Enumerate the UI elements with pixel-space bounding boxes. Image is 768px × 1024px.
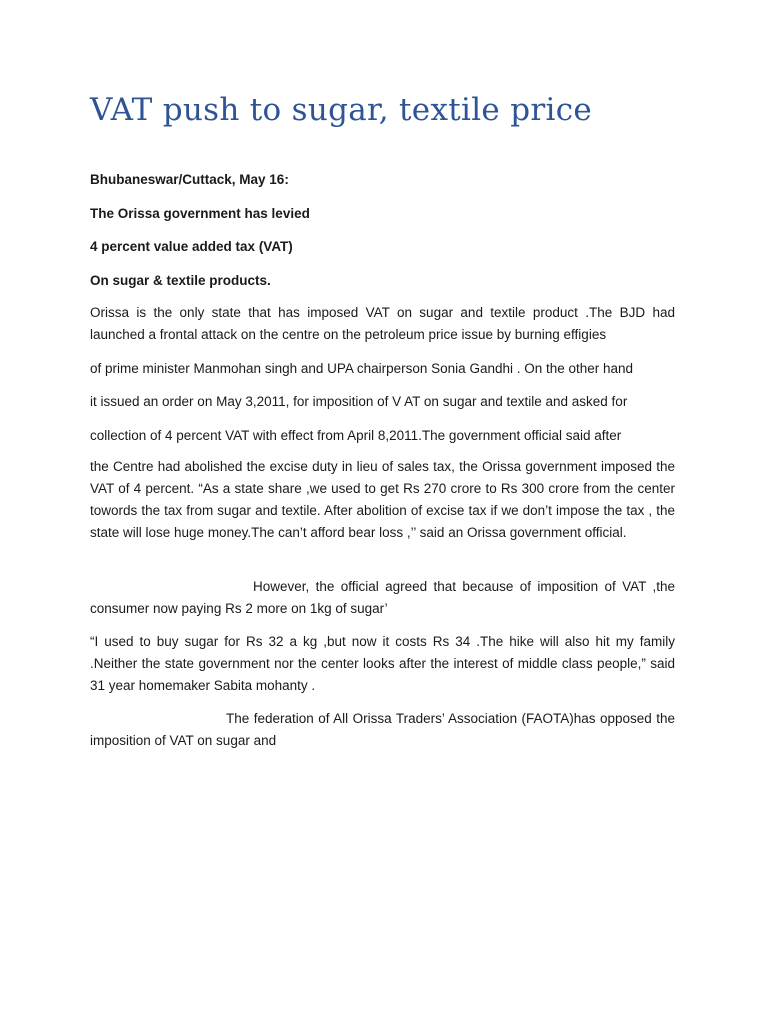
text-line-3: collection of 4 percent VAT with effect from April 8,2011.The government official said after: [90, 428, 622, 443]
paragraph-2: the Centre had abolished the excise duty in lieu of sales tax, the Orissa government imposed the VAT of 4 percent. “As a state share ,we used to get Rs 270 crore to Rs 300 crore from the center towords the tax from sugar and textile. After abolition of excise tax if we don’t impose the tax , the state will lose huge money.The can’t afford bear loss ,’’ said an Orissa government official.: [90, 459, 675, 540]
paragraph-1: Orissa is the only state that has imposed VAT on sugar and textile product .The BJD had launched a frontal attack on the centre on the petroleum price issue by burning effigies: [90, 305, 675, 342]
paragraph-4: “I used to buy sugar for Rs 32 a kg ,but now it costs Rs 34 .The hike will also hit my family .Neither the state government nor the center looks after the interest of middle class people,” said 31 year homemaker Sabita mohanty .: [90, 634, 675, 693]
dateline: Bhubaneswar/Cuttack, May 16:: [90, 172, 289, 187]
lead-line-1: The Orissa government has levied: [90, 206, 310, 221]
article-title: VAT push to sugar, textile price: [90, 92, 592, 128]
lead-line-2: 4 percent value added tax (VAT): [90, 239, 293, 254]
lead-line-3: On sugar & textile products.: [90, 273, 271, 288]
paragraph-5: The federation of All Orissa Traders’ Association (FAOTA)has opposed the imposition of VAT on sugar and: [90, 711, 675, 748]
text-line-1: of prime minister Manmohan singh and UPA chairperson Sonia Gandhi . On the other hand: [90, 361, 634, 376]
paragraph-3: However, the official agreed that because of imposition of VAT ,the consumer now paying Rs 2 more on 1kg of sugar’: [90, 579, 675, 616]
text-line-2: it issued an order on May 3,2011, for imposition of V AT on sugar and textile and asked for: [90, 394, 628, 409]
